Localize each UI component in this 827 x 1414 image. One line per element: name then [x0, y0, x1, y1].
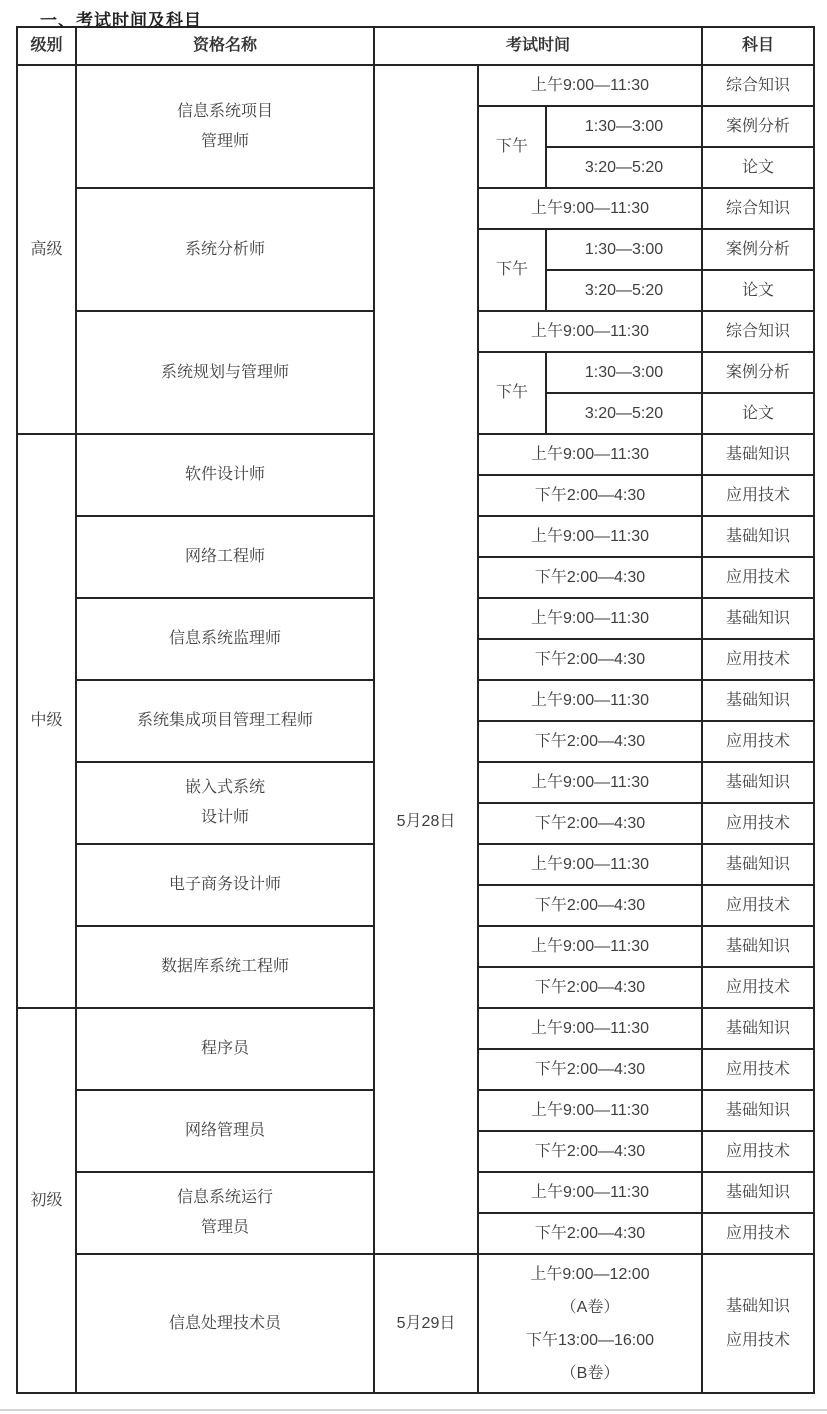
time-cell: 下午2:00—4:30: [478, 557, 702, 598]
time-cell: 上午9:00—11:30: [478, 311, 702, 352]
subject-cell: 案例分析: [702, 106, 814, 147]
qualification-name-line: 程序员: [200, 1040, 249, 1057]
subject-cell: 基础知识: [702, 1090, 814, 1131]
time-cell: 下午2:00—4:30: [478, 1213, 702, 1254]
table-row: [17, 65, 814, 106]
subject-line: 基础知识: [726, 1297, 791, 1315]
time-cell: 1:30—3:00: [546, 229, 702, 270]
time-cell: 下午2:00—4:30: [478, 639, 702, 680]
time-cell: 上午9:00—11:30: [478, 926, 702, 967]
subject-cell: 应用技术: [702, 475, 814, 516]
qualification-cell: [76, 311, 374, 434]
section-title: 一、考试时间及科目: [40, 11, 202, 30]
subject-cell: 基础知识: [702, 434, 814, 475]
pm-label-cell: 下午: [478, 352, 546, 434]
header-time-cell: 考试时间: [374, 27, 702, 65]
time-line: （B卷）: [560, 1364, 620, 1382]
date-cell-may29: 5月29日: [374, 1254, 478, 1393]
qualification-name-line: 软件设计师: [184, 466, 265, 483]
subject-cell: 应用技术: [702, 967, 814, 1008]
time-cell: 上午9:00—11:30: [478, 516, 702, 557]
subject-cell: 应用技术: [702, 1131, 814, 1172]
qualification-cell: [76, 434, 374, 516]
time-cell: 上午9:00—11:30: [478, 65, 702, 106]
qualification-cell: [76, 1008, 374, 1090]
time-cell: 下午2:00—4:30: [478, 803, 702, 844]
subject-cell: 应用技术: [702, 557, 814, 598]
time-cell: 3:20—5:20: [546, 393, 702, 434]
qualification-name-line: 电子商务设计师: [168, 876, 281, 893]
qualification-name-line: 数据库系统工程师: [160, 958, 289, 975]
time-cell: 1:30—3:00: [546, 106, 702, 147]
qualification-name-line: 网络管理员: [184, 1122, 265, 1139]
time-cell: 下午2:00—4:30: [478, 1049, 702, 1090]
subject-cell: 应用技术: [702, 1049, 814, 1090]
qualification-name-line: 嵌入式系统: [184, 779, 265, 796]
time-cell: 上午9:00—11:30: [478, 844, 702, 885]
subject-line: 应用技术: [726, 1331, 791, 1349]
qualification-name-line: 设计师: [200, 809, 249, 826]
qualification-name-line: 信息系统运行: [176, 1189, 273, 1206]
pm-label-cell: 下午: [478, 229, 546, 311]
time-line: 上午9:00—12:00: [530, 1265, 650, 1283]
subject-cell: 应用技术: [702, 803, 814, 844]
qualification-cell: [76, 1090, 374, 1172]
qualification-cell: [76, 516, 374, 598]
subject-cell: 综合知识: [702, 311, 814, 352]
time-cell: 上午9:00—11:30: [478, 1172, 702, 1213]
time-cell: 下午2:00—4:30: [478, 967, 702, 1008]
subject-cell: 案例分析: [702, 229, 814, 270]
header-level-cell: 级别: [17, 27, 76, 65]
qualification-cell: [76, 1172, 374, 1254]
qualification-name-line: 网络工程师: [184, 548, 265, 565]
subject-cell: 基础知识: [702, 1172, 814, 1213]
exam-schedule-table: [16, 26, 815, 1394]
time-cell: 3:20—5:20: [546, 147, 702, 188]
subject-cell: 论文: [702, 270, 814, 311]
time-cell: 1:30—3:00: [546, 352, 702, 393]
date-label: 5月28日: [396, 812, 456, 830]
qualification-name-line: 信息系统项目: [176, 102, 273, 120]
qualification-cell: [76, 680, 374, 762]
qualification-name-line: 系统集成项目管理工程师: [136, 712, 313, 729]
time-cell: [478, 1254, 702, 1393]
subject-cell: 案例分析: [702, 352, 814, 393]
subject-cell: 基础知识: [702, 516, 814, 557]
qualification-cell: [76, 762, 374, 844]
qualification-cell: [76, 188, 374, 311]
qualification-cell: [76, 65, 374, 188]
qualification-cell: [76, 926, 374, 1008]
time-cell: 上午9:00—11:30: [478, 434, 702, 475]
time-line: （A卷）: [560, 1298, 620, 1316]
time-cell: 3:20—5:20: [546, 270, 702, 311]
time-cell: 上午9:00—11:30: [478, 1090, 702, 1131]
subject-cell: [702, 1254, 814, 1393]
subject-cell: 应用技术: [702, 721, 814, 762]
header-qualification-cell: 资格名称: [76, 27, 374, 65]
subject-cell: 应用技术: [702, 885, 814, 926]
time-line: 下午13:00—16:00: [525, 1331, 655, 1349]
qualification-name-line: 系统分析师: [184, 240, 265, 258]
time-cell: 上午9:00—11:30: [478, 762, 702, 803]
subject-cell: 基础知识: [702, 598, 814, 639]
qualification-name-line: 管理师: [200, 132, 249, 150]
subject-cell: 综合知识: [702, 65, 814, 106]
time-cell: 上午9:00—11:30: [478, 1008, 702, 1049]
time-cell: 上午9:00—11:30: [478, 188, 702, 229]
qualification-name-line: 管理员: [200, 1219, 249, 1236]
subject-cell: 论文: [702, 147, 814, 188]
level-cell-intermediate: 中级: [17, 434, 76, 1008]
subject-cell: 综合知识: [702, 188, 814, 229]
qualification-cell: [76, 1254, 374, 1393]
subject-cell: 基础知识: [702, 1008, 814, 1049]
time-cell: 上午9:00—11:30: [478, 680, 702, 721]
table-row: [17, 1254, 814, 1393]
time-cell: 下午2:00—4:30: [478, 721, 702, 762]
subject-cell: 基础知识: [702, 926, 814, 967]
header-subject-cell: 科目: [702, 27, 814, 65]
qualification-name-line: 信息系统监理师: [168, 630, 281, 647]
subject-cell: 基础知识: [702, 680, 814, 721]
pm-label-cell: 下午: [478, 106, 546, 188]
table-header-row: [17, 27, 814, 65]
page-bottom-divider: [0, 1409, 827, 1411]
level-cell-senior: 高级: [17, 65, 76, 434]
time-cell: 下午2:00—4:30: [478, 1131, 702, 1172]
qualification-name-line: 信息处理技术员: [168, 1314, 281, 1332]
subject-cell: 应用技术: [702, 1213, 814, 1254]
subject-cell: 基础知识: [702, 762, 814, 803]
subject-cell: 基础知识: [702, 844, 814, 885]
level-cell-junior: 初级: [17, 1008, 76, 1393]
qualification-cell: [76, 844, 374, 926]
qualification-cell: [76, 598, 374, 680]
time-cell: 下午2:00—4:30: [478, 475, 702, 516]
time-cell: 下午2:00—4:30: [478, 885, 702, 926]
subject-cell: 应用技术: [702, 639, 814, 680]
subject-cell: 论文: [702, 393, 814, 434]
time-cell: 上午9:00—11:30: [478, 598, 702, 639]
date-cell-may28: [374, 65, 478, 1254]
qualification-name-line: 系统规划与管理师: [160, 363, 289, 381]
